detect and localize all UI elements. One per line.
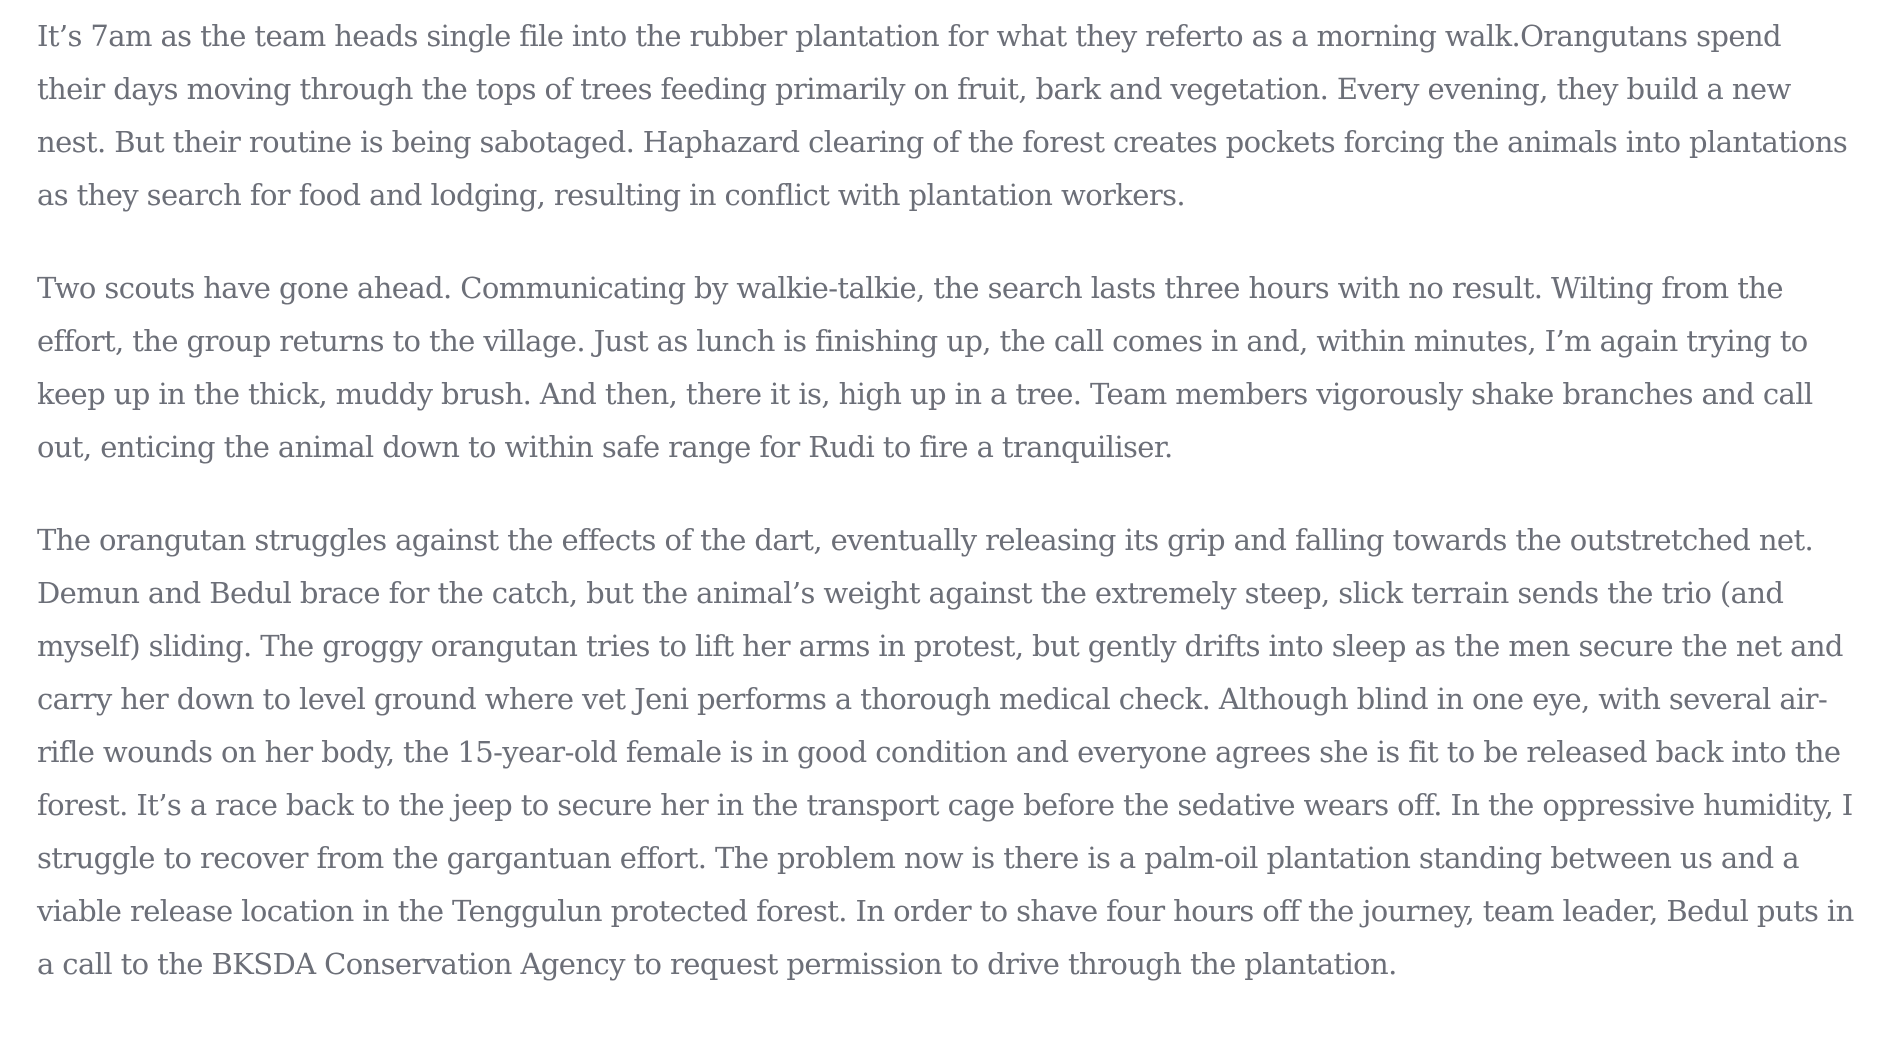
paragraph-1: It’s 7am as the team heads single file into the rubber plantation for what they referto as a morning walk.Orangutans spend their days moving through the tops of trees feeding primarily on fruit, bark and vegetation. Every evening, they build a new nest. But their routine is being sabotaged. Haphazard clearing of the forest creates pockets forcing the animals into plantations as they search for food and lodging, resulting in conflict with plantation workers.: [37, 19, 1848, 212]
paragraph-2: Two scouts have gone ahead. Communicating by walkie-talkie, the search lasts three hours with no result. Wilting from the effort, the group returns to the village. Just as lunch is finishing up, the call comes in and, within minutes, I’m again trying to keep up in the thick, muddy brush. And then, there it is, high up in a tree. Team members vigorously shake branches and call out, enticing the animal down to within safe range for Rudi to fire a tranquiliser.: [37, 271, 1813, 464]
article-body: [37, 10, 1857, 991]
paragraph-3: The orangutan struggles against the effects of the dart, eventually releasing its grip and falling towards the outstretched net. Demun and Bedul brace for the catch, but the animal’s weight against the extremely steep, slick terrain sends the trio (and myself) sliding. The groggy orangutan tries to lift her arms in protest, but gently drifts into sleep as the men secure the net and carry her down to level ground where vet Jeni performs a thorough medical check. Although blind in one eye, with several air-rifle wounds on her body, the 15-year-old female is in good condition and everyone agrees she is fit to be released back into the forest. It’s a race back to the jeep to secure her in the transport cage before the sedative wears off. In the oppressive humidity, I struggle to recover from the gargantuan effort. The problem now is there is a palm-oil plantation standing between us and a viable release location in the Tenggulun protected forest. In order to shave four hours off the journey, team leader, Bedul puts in a call to the BKSDA Conservation Agency to request permission to drive through the plantation.: [37, 523, 1854, 981]
